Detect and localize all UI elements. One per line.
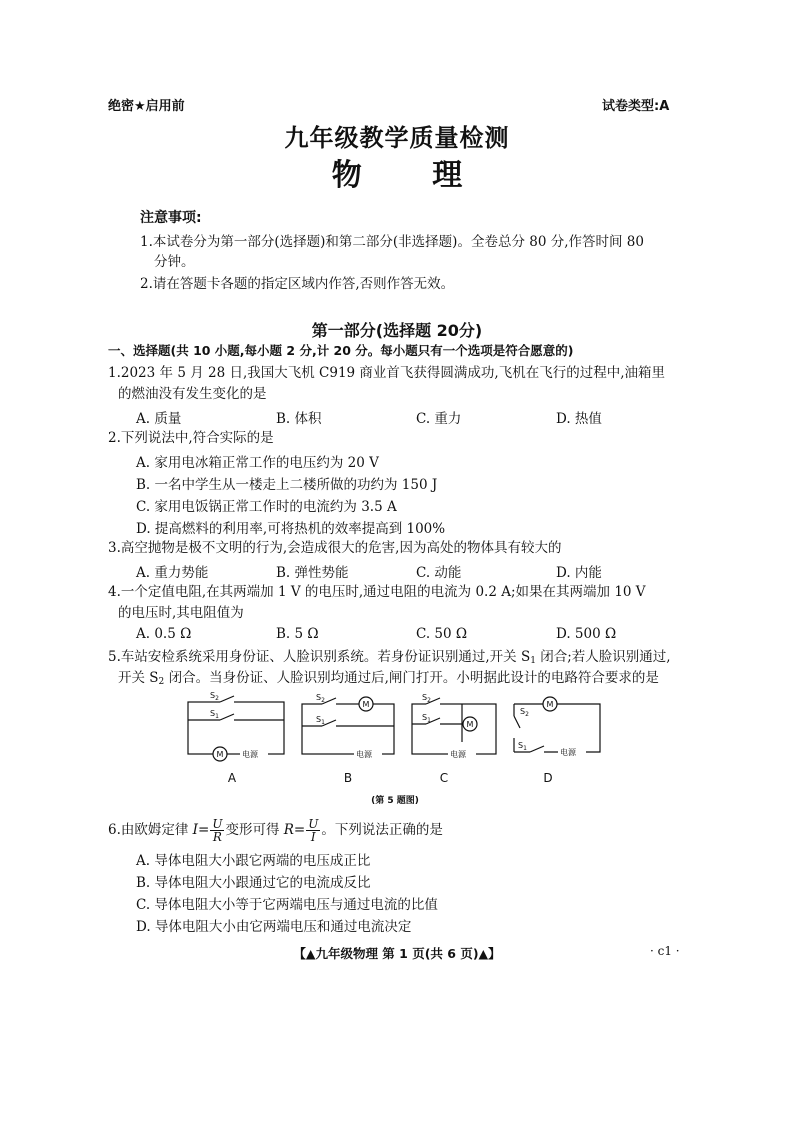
figure-label-d: D — [543, 771, 553, 785]
q2-option-d: D. 提高燃料的利用率,可将热机的效率提高到 100% — [136, 521, 446, 537]
q1-option-c: C. 重力 — [416, 411, 462, 427]
page-footer: 【▲九年级物理 第 1 页(共 6 页)▲】 — [293, 946, 501, 961]
motor-d: M — [546, 700, 554, 709]
label-a-s1: $S_1$ — [210, 709, 219, 720]
q3-option-c: C. 动能 — [416, 565, 462, 581]
q3-option-a: A. 重力势能 — [136, 565, 209, 581]
q4-option-c: C. 50 Ω — [416, 626, 468, 642]
figure-label-c: C — [439, 771, 449, 785]
q6-option-a: A. 导体电阻大小跟它两端的电压成正比 — [136, 853, 371, 869]
ohm-fraction: $\frac{U}{R}$ — [212, 817, 223, 844]
section-heading: 一、选择题(共 10 小题,每小题 2 分,计 20 分。每小题只有一个选项是符合愿意的) — [108, 343, 574, 358]
q6-option-c: C. 导体电阻大小等于它两端电压与通过电流的比值 — [136, 897, 438, 913]
label-d-s2: $S_2$ — [520, 707, 529, 718]
q6-stem: 6.由欧姆定律 I= $\frac{U}{R}$ 变形可得 R= $\frac{U}{I}$ 。下列说法正确的是 — [108, 817, 443, 844]
q4-option-b: B. 5 Ω — [276, 626, 319, 642]
q6-option-d: D. 导体电阻大小由它两端电压和通过电流决定 — [136, 919, 412, 935]
resistance-fraction: $\frac{U}{I}$ — [308, 817, 319, 844]
q2-stem: 2.下列说法中,符合实际的是 — [108, 430, 274, 446]
notice-item-2: 2.请在答题卡各题的指定区域内作答,否则作答无效。 — [140, 276, 455, 292]
circuit-c — [412, 704, 496, 754]
label-c-s1: $S_1$ — [422, 713, 431, 724]
q1-option-d: D. 热值 — [556, 411, 602, 427]
q2-option-c: C. 家用电饭锅正常工作时的电流约为 3.5 A — [136, 499, 397, 515]
paper-type-label: 试卷类型:A — [602, 99, 670, 114]
motor-a: M — [216, 750, 224, 759]
circuit-b — [302, 704, 394, 754]
q1-option-b: B. 体积 — [276, 411, 322, 427]
q4-option-d: D. 500 Ω — [556, 626, 617, 642]
source-c: 电源 — [450, 750, 466, 759]
notice-item-1-cont: 分钟。 — [154, 254, 195, 270]
figure-caption: (第 5 题图) — [371, 796, 419, 806]
label-b-s2: $S_2$ — [316, 693, 325, 704]
motor-b: M — [362, 700, 370, 709]
q1-option-a: A. 质量 — [136, 411, 182, 427]
q5-stem: 5.车站安检系统采用身份证、人脸识别系统。若身份证识别通过,开关 $S_1$ 闭合;若人脸识别通过, — [108, 649, 671, 666]
label-d-s1: $S_1$ — [518, 741, 527, 752]
subject-title: 物 理 — [331, 158, 463, 193]
circuit-diagrams — [180, 690, 610, 810]
label-a-s2: $S_2$ — [210, 691, 219, 702]
q6-option-b: B. 导体电阻大小跟通过它的电流成反比 — [136, 875, 371, 891]
circuit-a — [188, 702, 284, 754]
q4-stem: 4.一个定值电阻,在其两端加 1 V 的电压时,通过电阻的电流为 0.2 A;如果在其两端加 10 V — [108, 584, 646, 600]
q3-stem: 3.高空抛物是极不文明的行为,会造成很大的危害,因为高处的物体具有较大的 — [108, 540, 562, 556]
source-b: 电源 — [356, 750, 372, 759]
motor-c: M — [466, 720, 474, 729]
figure-label-a: A — [227, 771, 237, 785]
q5-stem-cont: 开关 $S_2$ 闭合。当身份证、人脸识别均通过后,闸门打开。小明据此设计的电路符合要求的是 — [118, 670, 659, 687]
label-b-s1: $S_1$ — [316, 715, 325, 726]
part1-title: 第一部分(选择题 20分) — [311, 321, 483, 340]
q1-stem: 1.2023 年 5 月 28 日,我国大飞机 C919 商业首飞获得圆满成功,飞机在飞行的过程中,油箱里 — [108, 365, 666, 381]
figure-label-b: B — [343, 771, 353, 785]
confidential-label: 绝密★启用前 — [108, 99, 185, 114]
q2-option-b: B. 一名中学生从一楼走上二楼所做的功约为 150 J — [136, 477, 438, 493]
q3-option-d: D. 内能 — [556, 565, 602, 581]
exam-title: 九年级教学质量检测 — [284, 124, 510, 152]
q3-option-b: B. 弹性势能 — [276, 565, 349, 581]
q1-stem-cont: 的燃油没有发生变化的是 — [118, 386, 267, 402]
label-c-s2: $S_2$ — [422, 693, 431, 704]
source-a: 电源 — [242, 750, 258, 759]
q4-option-a: A. 0.5 Ω — [136, 626, 192, 642]
q4-stem-cont: 的电压时,其电阻值为 — [118, 605, 244, 621]
notice-item-1: 1.本试卷分为第一部分(选择题)和第二部分(非选择题)。全卷总分 80 分,作答时间 80 — [140, 234, 644, 250]
page-code: · c1 · — [650, 944, 680, 958]
notice-heading: 注意事项: — [140, 210, 202, 226]
q2-option-a: A. 家用电冰箱正常工作的电压约为 20 V — [136, 455, 379, 471]
source-d: 电源 — [560, 748, 576, 757]
